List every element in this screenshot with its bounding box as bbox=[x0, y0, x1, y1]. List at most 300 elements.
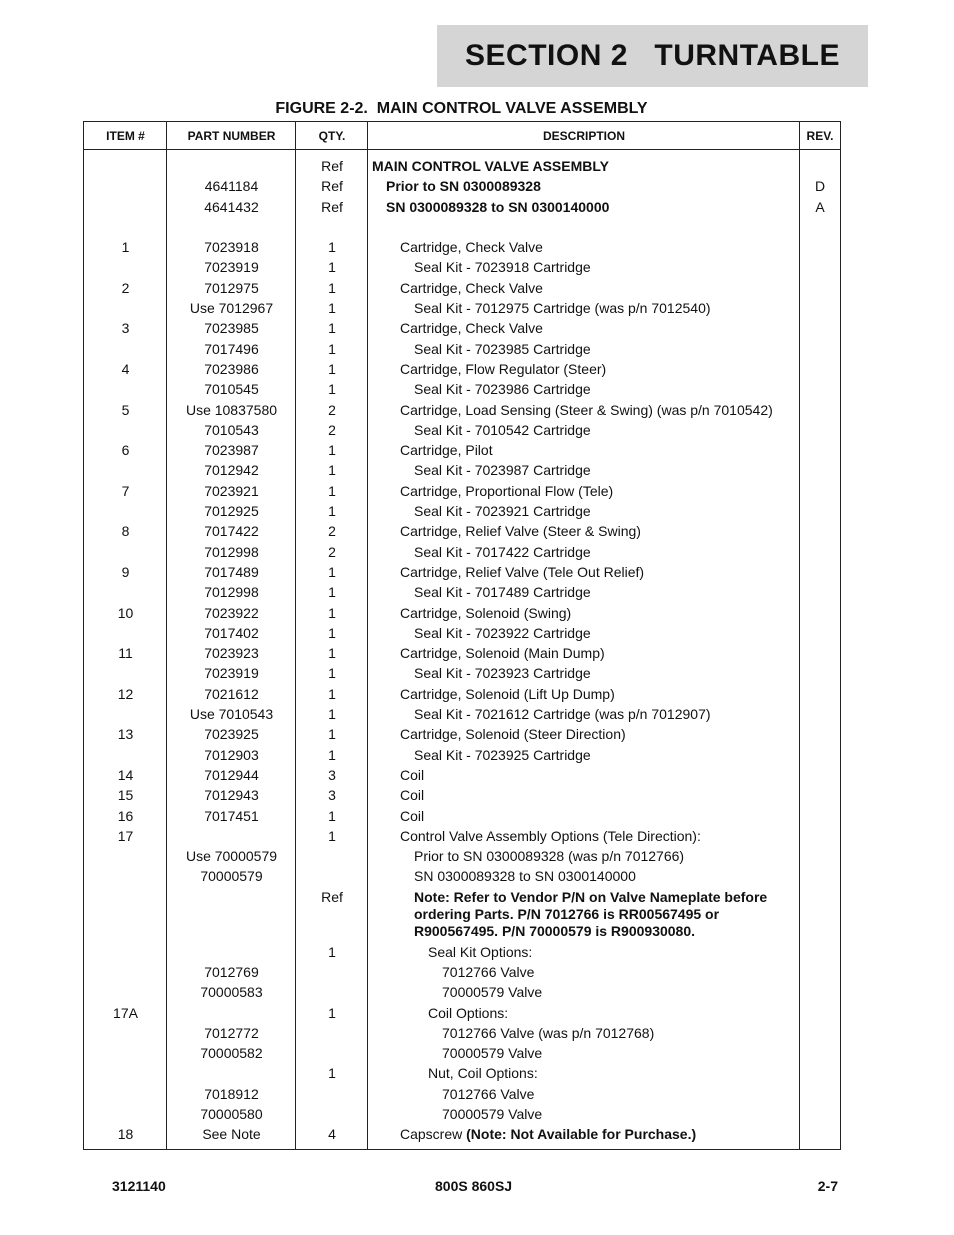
part-number-cell bbox=[167, 217, 296, 237]
description-text: Coil bbox=[400, 807, 425, 824]
item-number-cell bbox=[84, 745, 167, 765]
part-number-cell: 7010543 bbox=[204, 421, 259, 438]
qty-cell bbox=[296, 1043, 368, 1063]
qty-cell: 1 bbox=[328, 645, 336, 662]
item-number-cell: 6 bbox=[121, 442, 130, 459]
qty-cell: 1 bbox=[328, 259, 336, 276]
table-row bbox=[84, 481, 840, 501]
rev-cell: A bbox=[815, 198, 825, 215]
part-number-cell: 7012975 bbox=[204, 279, 259, 296]
table-row bbox=[84, 663, 840, 683]
description-text: Cartridge, Flow Regulator (Steer) bbox=[400, 360, 607, 377]
section-banner bbox=[437, 25, 868, 87]
note-line: R900567495. P/N 70000579 is R900930080. bbox=[414, 922, 696, 939]
description-text: Seal Kit - 7023921 Cartridge bbox=[414, 503, 591, 520]
column-header-qty: QTY. bbox=[318, 128, 346, 143]
table-row bbox=[84, 1124, 840, 1144]
rev-cell bbox=[800, 846, 840, 866]
table-row bbox=[84, 603, 840, 623]
qty-cell: 1 bbox=[328, 584, 336, 601]
item-number-cell: 10 bbox=[117, 604, 134, 621]
rev-cell bbox=[800, 942, 840, 962]
page-number: 2-7 bbox=[817, 1178, 838, 1194]
part-number-cell: 7012925 bbox=[204, 503, 259, 520]
qty-cell: Ref bbox=[321, 888, 343, 905]
description-cell bbox=[368, 1084, 800, 1104]
part-number-cell: 70000582 bbox=[200, 1045, 263, 1062]
column-header-part-number: PART NUMBER bbox=[187, 128, 276, 143]
rev-cell bbox=[800, 866, 840, 886]
item-number-cell bbox=[84, 582, 167, 602]
part-number-cell bbox=[167, 889, 296, 940]
description-text: 7012766 Valve (was p/n 7012768) bbox=[442, 1024, 655, 1041]
item-number-cell: 17 bbox=[117, 827, 134, 844]
description-cell bbox=[368, 562, 800, 582]
table-row bbox=[84, 278, 840, 298]
description-cell bbox=[368, 982, 800, 1002]
table-body bbox=[84, 150, 840, 1149]
rev-cell bbox=[800, 1084, 840, 1104]
rev-cell bbox=[800, 1063, 840, 1083]
qty-cell bbox=[296, 846, 368, 866]
description-text: Cartridge, Pilot bbox=[400, 442, 493, 459]
qty-cell: 1 bbox=[328, 807, 336, 824]
table-row bbox=[84, 156, 840, 176]
part-number-cell: 7023986 bbox=[204, 360, 259, 377]
item-number-cell bbox=[84, 197, 167, 217]
table-row bbox=[84, 1104, 840, 1124]
description-cell bbox=[368, 440, 800, 460]
table-row bbox=[84, 1063, 840, 1083]
description-cell bbox=[368, 400, 800, 420]
description-cell bbox=[368, 1063, 800, 1083]
item-number-cell bbox=[84, 176, 167, 196]
item-number-cell: 14 bbox=[117, 766, 134, 783]
figure-title: FIGURE 2-2. MAIN CONTROL VALVE ASSEMBLY bbox=[275, 100, 648, 117]
qty-cell: 1 bbox=[328, 1004, 336, 1021]
item-number-cell bbox=[84, 1023, 167, 1043]
table-row bbox=[84, 298, 840, 318]
rev-cell bbox=[800, 1104, 840, 1124]
table-row bbox=[84, 359, 840, 379]
description-text: 7012766 Valve bbox=[442, 963, 535, 980]
description-text: Coil bbox=[400, 787, 425, 804]
qty-cell: 3 bbox=[328, 766, 336, 783]
description-cell bbox=[368, 765, 800, 785]
qty-cell: 1 bbox=[328, 1065, 336, 1082]
description-cell bbox=[368, 684, 800, 704]
description-text: Seal Kit - 7023986 Cartridge bbox=[414, 381, 591, 398]
item-number-cell bbox=[84, 704, 167, 724]
description-text: 70000579 Valve bbox=[442, 1045, 543, 1062]
item-number-cell bbox=[84, 623, 167, 643]
table-row bbox=[84, 440, 840, 460]
description-cell bbox=[368, 889, 800, 940]
description-cell bbox=[368, 704, 800, 724]
rev-cell: D bbox=[814, 178, 826, 195]
table-row bbox=[84, 684, 840, 704]
table-row bbox=[84, 176, 840, 196]
description-cell bbox=[368, 745, 800, 765]
part-number-cell bbox=[167, 942, 296, 962]
qty-cell: 1 bbox=[328, 685, 336, 702]
part-number-cell bbox=[167, 1063, 296, 1083]
rev-cell bbox=[800, 765, 840, 785]
table-row bbox=[84, 745, 840, 765]
item-number-cell bbox=[84, 663, 167, 683]
qty-cell: 1 bbox=[328, 726, 336, 743]
part-number-cell: Use 7012967 bbox=[189, 300, 274, 317]
rev-cell bbox=[800, 237, 840, 257]
description-cell bbox=[368, 603, 800, 623]
description-cell bbox=[368, 379, 800, 399]
item-number-cell: 7 bbox=[121, 482, 130, 499]
description-text: Prior to SN 0300089328 bbox=[386, 178, 541, 195]
description-text: Prior to SN 0300089328 (was p/n 7012766) bbox=[414, 848, 685, 865]
description-cell bbox=[368, 237, 800, 257]
item-number-cell: 4 bbox=[121, 360, 130, 377]
qty-cell bbox=[296, 1023, 368, 1043]
item-number-cell bbox=[84, 420, 167, 440]
qty-cell: 1 bbox=[328, 462, 336, 479]
table-row bbox=[84, 542, 840, 562]
description-cell bbox=[368, 582, 800, 602]
description-cell bbox=[368, 339, 800, 359]
part-number-cell: 7023985 bbox=[204, 320, 259, 337]
part-number-cell: 7012769 bbox=[204, 963, 259, 980]
description-text: Control Valve Assembly Options (Tele Direction): bbox=[400, 827, 701, 844]
part-number-cell: 7023921 bbox=[204, 482, 259, 499]
description-text: Seal Kit - 7023985 Cartridge bbox=[414, 340, 591, 357]
table-row bbox=[84, 460, 840, 480]
part-number-cell: 70000579 bbox=[200, 868, 263, 885]
section-title: SECTION 2 TURNTABLE bbox=[465, 39, 840, 72]
rev-cell bbox=[800, 785, 840, 805]
part-number-cell: 7017422 bbox=[204, 523, 259, 540]
item-number-cell: 5 bbox=[121, 401, 130, 418]
rev-cell bbox=[800, 663, 840, 683]
part-number-cell: 7023987 bbox=[204, 442, 259, 459]
description-text: Cartridge, Relief Valve (Steer & Swing) bbox=[400, 523, 641, 540]
part-number-cell: 7018912 bbox=[204, 1085, 259, 1102]
description-cell bbox=[368, 643, 800, 663]
part-number-cell: 70000583 bbox=[200, 984, 263, 1001]
description-text: MAIN CONTROL VALVE ASSEMBLY bbox=[372, 158, 609, 174]
description-cell bbox=[368, 785, 800, 805]
rev-cell bbox=[800, 521, 840, 541]
rev-cell bbox=[800, 603, 840, 623]
table-row bbox=[84, 1003, 840, 1023]
part-number-cell: See Note bbox=[202, 1126, 261, 1143]
description-text: Seal Kit - 7023923 Cartridge bbox=[414, 665, 591, 682]
qty-cell: Ref bbox=[321, 178, 343, 195]
qty-cell: 1 bbox=[328, 300, 336, 317]
description-cell bbox=[368, 298, 800, 318]
description-text: Seal Kit - 7017489 Cartridge bbox=[414, 584, 591, 601]
qty-cell bbox=[296, 217, 368, 237]
part-number-cell bbox=[167, 156, 296, 176]
part-number-cell: 7012998 bbox=[204, 543, 259, 560]
item-number-cell bbox=[84, 257, 167, 277]
description-text: SN 0300089328 to SN 0300140000 bbox=[414, 868, 636, 885]
part-number-cell: 7023919 bbox=[204, 665, 259, 682]
qty-cell: 1 bbox=[328, 381, 336, 398]
table-row bbox=[84, 1023, 840, 1043]
item-number-cell: 16 bbox=[117, 807, 134, 824]
rev-cell bbox=[800, 156, 840, 176]
item-number-cell bbox=[84, 1043, 167, 1063]
part-number-cell: 7012944 bbox=[204, 766, 259, 783]
description-cell bbox=[368, 501, 800, 521]
rev-cell bbox=[800, 889, 840, 940]
description-cell bbox=[368, 318, 800, 338]
part-number-cell bbox=[167, 1003, 296, 1023]
item-number-cell bbox=[84, 379, 167, 399]
part-number-cell: 7023922 bbox=[204, 604, 259, 621]
description-text: Capscrew bbox=[400, 1126, 467, 1143]
description-text: Cartridge, Check Valve bbox=[400, 320, 543, 337]
item-number-cell: 18 bbox=[117, 1126, 134, 1143]
qty-cell: 1 bbox=[328, 706, 336, 723]
item-number-cell: 12 bbox=[117, 685, 134, 702]
rev-cell bbox=[800, 623, 840, 643]
description-cell bbox=[368, 542, 800, 562]
description-cell bbox=[368, 826, 800, 846]
rev-cell bbox=[800, 400, 840, 420]
part-number-cell: 7012942 bbox=[204, 462, 259, 479]
description-cell bbox=[368, 806, 800, 826]
part-number-cell: 7010545 bbox=[204, 381, 259, 398]
description-text: Cartridge, Load Sensing (Steer & Swing) (was p/n 7010542) bbox=[400, 401, 773, 418]
table-row bbox=[84, 582, 840, 602]
item-number-cell bbox=[84, 501, 167, 521]
table-row bbox=[84, 785, 840, 805]
rev-cell bbox=[800, 582, 840, 602]
qty-cell: 4 bbox=[328, 1126, 336, 1143]
item-number-cell bbox=[84, 156, 167, 176]
item-number-cell: 1 bbox=[121, 239, 130, 256]
description-cell bbox=[368, 866, 800, 886]
table-row bbox=[84, 1043, 840, 1063]
description-cell bbox=[368, 420, 800, 440]
part-number-cell: 7012998 bbox=[204, 584, 259, 601]
part-number-cell: 7021612 bbox=[204, 685, 259, 702]
description-cell bbox=[368, 217, 800, 237]
model-name: 800S 860SJ bbox=[435, 1178, 513, 1194]
part-number-cell: 7012943 bbox=[204, 787, 259, 804]
part-number-cell: 7023918 bbox=[204, 239, 259, 256]
column-header-description: DESCRIPTION bbox=[542, 128, 625, 143]
qty-cell: 1 bbox=[328, 943, 336, 960]
item-number-cell: 9 bbox=[121, 563, 130, 580]
table-row bbox=[84, 420, 840, 440]
part-number-cell: 7023925 bbox=[204, 726, 259, 743]
rev-cell bbox=[800, 745, 840, 765]
qty-cell: Ref bbox=[321, 158, 343, 174]
part-number-cell: 4641184 bbox=[204, 178, 259, 195]
description-cell bbox=[368, 156, 800, 176]
table-row bbox=[84, 521, 840, 541]
part-number-cell: Use 70000579 bbox=[185, 848, 278, 865]
description-cell bbox=[368, 846, 800, 866]
table-row bbox=[84, 962, 840, 982]
rev-cell bbox=[800, 704, 840, 724]
part-number-cell: 70000580 bbox=[200, 1106, 263, 1123]
rev-cell bbox=[800, 359, 840, 379]
doc-number: 3121140 bbox=[112, 1178, 166, 1194]
item-number-cell bbox=[84, 846, 167, 866]
table-row bbox=[84, 562, 840, 582]
part-number-cell: 7017489 bbox=[204, 563, 259, 580]
description-cell bbox=[368, 1023, 800, 1043]
description-text: Coil bbox=[400, 766, 425, 783]
description-cell bbox=[368, 663, 800, 683]
description-cell bbox=[368, 1124, 800, 1144]
qty-cell: 1 bbox=[328, 624, 336, 641]
item-number-cell bbox=[84, 889, 167, 940]
rev-cell bbox=[800, 724, 840, 744]
description-text: 70000579 Valve bbox=[442, 984, 543, 1001]
description-text: Seal Kit - 7023987 Cartridge bbox=[414, 462, 591, 479]
item-number-cell: 3 bbox=[121, 320, 130, 337]
table-row bbox=[84, 339, 840, 359]
qty-cell bbox=[296, 982, 368, 1002]
table-row bbox=[84, 826, 840, 846]
description-cell bbox=[368, 176, 800, 196]
item-number-cell bbox=[84, 1104, 167, 1124]
table-row bbox=[84, 704, 840, 724]
part-number-cell: 7017496 bbox=[204, 340, 259, 357]
description-cell bbox=[368, 1043, 800, 1063]
rev-cell bbox=[800, 826, 840, 846]
description-cell bbox=[368, 521, 800, 541]
qty-cell: 1 bbox=[328, 482, 336, 499]
description-text: Seal Kit - 7012975 Cartridge (was p/n 7012540) bbox=[414, 300, 711, 317]
table-row bbox=[84, 379, 840, 399]
rev-cell bbox=[800, 460, 840, 480]
rev-cell bbox=[800, 318, 840, 338]
description-cell bbox=[368, 257, 800, 277]
table-row bbox=[84, 643, 840, 663]
item-number-cell: 15 bbox=[117, 787, 134, 804]
parts-table bbox=[83, 121, 841, 1150]
item-number-cell bbox=[84, 1084, 167, 1104]
rev-cell bbox=[800, 1023, 840, 1043]
rev-cell bbox=[800, 420, 840, 440]
rev-cell bbox=[800, 962, 840, 982]
part-number-cell: 7017451 bbox=[204, 807, 259, 824]
table-row bbox=[84, 623, 840, 643]
rev-cell bbox=[800, 339, 840, 359]
description-text: Cartridge, Solenoid (Lift Up Dump) bbox=[400, 685, 615, 702]
table-row bbox=[84, 237, 840, 257]
rev-cell bbox=[800, 298, 840, 318]
qty-cell: 1 bbox=[328, 442, 336, 459]
qty-cell: 1 bbox=[328, 239, 336, 256]
description-text: 7012766 Valve bbox=[442, 1085, 535, 1102]
column-header-rev: REV. bbox=[806, 128, 834, 143]
description-text: Seal Kit - 7023925 Cartridge bbox=[414, 746, 591, 763]
qty-cell: 1 bbox=[328, 503, 336, 520]
item-number-cell bbox=[84, 962, 167, 982]
table-row bbox=[84, 217, 840, 237]
item-number-cell bbox=[84, 982, 167, 1002]
item-number-cell: 13 bbox=[117, 726, 134, 743]
part-number-cell bbox=[167, 826, 296, 846]
rev-cell bbox=[800, 982, 840, 1002]
rev-cell bbox=[800, 542, 840, 562]
table-row bbox=[84, 724, 840, 744]
item-number-cell: 17A bbox=[113, 1004, 138, 1021]
qty-cell: 2 bbox=[328, 543, 336, 560]
table-row bbox=[84, 846, 840, 866]
rev-cell bbox=[800, 379, 840, 399]
rev-cell bbox=[800, 257, 840, 277]
part-number-cell: 7012772 bbox=[204, 1024, 259, 1041]
table-row bbox=[84, 866, 840, 886]
item-number-cell: 2 bbox=[121, 279, 130, 296]
description-text: Nut, Coil Options: bbox=[428, 1065, 538, 1082]
description-cell bbox=[368, 962, 800, 982]
description-cell bbox=[368, 724, 800, 744]
description-text: SN 0300089328 to SN 0300140000 bbox=[386, 198, 610, 215]
qty-cell: 1 bbox=[328, 746, 336, 763]
table-row bbox=[84, 501, 840, 521]
description-cell bbox=[368, 197, 800, 217]
note-line: ordering Parts. P/N 7012766 is RR00567495 or bbox=[414, 905, 720, 922]
description-cell bbox=[368, 623, 800, 643]
description-text: Seal Kit - 7023922 Cartridge bbox=[414, 624, 591, 641]
qty-cell: 2 bbox=[328, 421, 336, 438]
item-number-cell bbox=[84, 298, 167, 318]
rev-cell bbox=[800, 217, 840, 237]
rev-cell bbox=[800, 278, 840, 298]
qty-cell: 1 bbox=[328, 320, 336, 337]
qty-cell bbox=[296, 1084, 368, 1104]
item-number-cell bbox=[84, 866, 167, 886]
description-text: Cartridge, Solenoid (Main Dump) bbox=[400, 645, 605, 662]
rev-cell bbox=[800, 684, 840, 704]
qty-cell bbox=[296, 962, 368, 982]
part-number-cell: 7012903 bbox=[204, 746, 259, 763]
qty-cell: 1 bbox=[328, 279, 336, 296]
qty-cell bbox=[296, 1104, 368, 1124]
description-text: Seal Kit - 7017422 Cartridge bbox=[414, 543, 591, 560]
qty-cell: 2 bbox=[328, 523, 336, 540]
rev-cell bbox=[800, 1124, 840, 1144]
table-header bbox=[84, 122, 840, 150]
table-row bbox=[84, 1084, 840, 1104]
description-cell bbox=[368, 359, 800, 379]
part-number-cell: Use 10837580 bbox=[185, 401, 278, 418]
table-row bbox=[84, 889, 840, 940]
description-text: Cartridge, Solenoid (Steer Direction) bbox=[400, 726, 626, 743]
description-cell bbox=[368, 278, 800, 298]
table-row bbox=[84, 197, 840, 217]
qty-cell: 1 bbox=[328, 665, 336, 682]
description-text: Seal Kit - 7010542 Cartridge bbox=[414, 421, 591, 438]
table-row bbox=[84, 257, 840, 277]
rev-cell bbox=[800, 440, 840, 460]
item-number-cell bbox=[84, 1063, 167, 1083]
qty-cell: 1 bbox=[328, 604, 336, 621]
description-text: Cartridge, Check Valve bbox=[400, 279, 543, 296]
table-row bbox=[84, 982, 840, 1002]
item-number-cell bbox=[84, 460, 167, 480]
note-line: Note: Refer to Vendor P/N on Valve Nameplate before bbox=[414, 888, 768, 905]
description-cell bbox=[368, 481, 800, 501]
item-number-cell: 11 bbox=[118, 645, 133, 662]
